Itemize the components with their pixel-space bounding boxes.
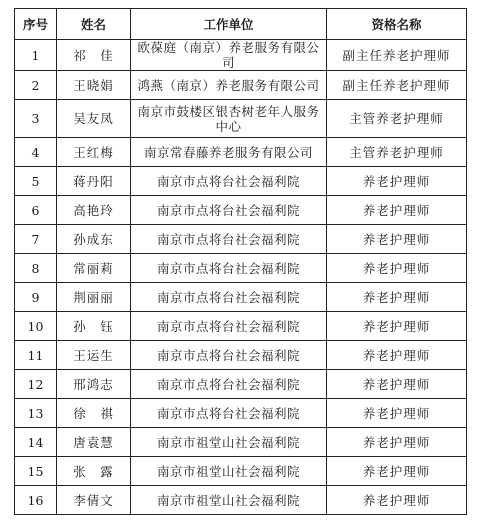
table-row bbox=[15, 138, 467, 167]
cell-qualification: 养老护理师 bbox=[327, 370, 467, 399]
cell-name: 常丽莉 bbox=[57, 254, 131, 283]
cell-unit: 南京市点将台社会福利院 bbox=[131, 341, 327, 370]
cell-qualification: 养老护理师 bbox=[327, 457, 467, 486]
table-row bbox=[15, 457, 467, 486]
cell-qualification: 养老护理师 bbox=[327, 167, 467, 196]
cell-name: 荆丽丽 bbox=[57, 283, 131, 312]
cell-no: 12 bbox=[15, 370, 57, 399]
cell-no: 4 bbox=[15, 138, 57, 167]
table-row bbox=[15, 312, 467, 341]
cell-name: 王红梅 bbox=[57, 138, 131, 167]
cell-unit: 南京市点将台社会福利院 bbox=[131, 399, 327, 428]
cell-unit: 南京常春藤养老服务有限公司 bbox=[131, 138, 327, 167]
cell-name: 徐 祺 bbox=[57, 399, 131, 428]
cell-no: 16 bbox=[15, 486, 57, 515]
cell-qualification: 养老护理师 bbox=[327, 254, 467, 283]
cell-no: 11 bbox=[15, 341, 57, 370]
cell-qualification: 副主任养老护理师 bbox=[327, 40, 467, 71]
cell-no: 15 bbox=[15, 457, 57, 486]
cell-unit: 南京市点将台社会福利院 bbox=[131, 167, 327, 196]
cell-no: 2 bbox=[15, 71, 57, 100]
cell-no: 10 bbox=[15, 312, 57, 341]
cell-unit: 南京市点将台社会福利院 bbox=[131, 312, 327, 341]
table-row bbox=[15, 341, 467, 370]
table-row bbox=[15, 370, 467, 399]
cell-qualification: 主管养老护理师 bbox=[327, 100, 467, 138]
cell-no: 3 bbox=[15, 100, 57, 138]
cell-qualification: 养老护理师 bbox=[327, 486, 467, 515]
cell-name: 张 露 bbox=[57, 457, 131, 486]
cell-unit: 南京市鼓楼区银杏树老年人服务中心 bbox=[131, 100, 327, 138]
cell-unit: 南京市点将台社会福利院 bbox=[131, 283, 327, 312]
cell-name: 李倩文 bbox=[57, 486, 131, 515]
table-body bbox=[15, 40, 467, 515]
cell-no: 8 bbox=[15, 254, 57, 283]
table-row bbox=[15, 225, 467, 254]
header-unit: 工作单位 bbox=[131, 9, 327, 40]
cell-no: 1 bbox=[15, 40, 57, 71]
cell-no: 14 bbox=[15, 428, 57, 457]
cell-qualification: 养老护理师 bbox=[327, 312, 467, 341]
table-row bbox=[15, 283, 467, 312]
cell-name: 孙 钰 bbox=[57, 312, 131, 341]
cell-name: 祁 佳 bbox=[57, 40, 131, 71]
table-header-row bbox=[15, 9, 467, 40]
cell-no: 6 bbox=[15, 196, 57, 225]
cell-no: 9 bbox=[15, 283, 57, 312]
cell-name: 蒋丹阳 bbox=[57, 167, 131, 196]
cell-unit: 鸿燕（南京）养老服务有限公司 bbox=[131, 71, 327, 100]
cell-no: 13 bbox=[15, 399, 57, 428]
cell-qualification: 养老护理师 bbox=[327, 341, 467, 370]
qualification-table bbox=[14, 8, 467, 515]
cell-unit: 南京市点将台社会福利院 bbox=[131, 196, 327, 225]
cell-no: 7 bbox=[15, 225, 57, 254]
cell-name: 邢鸿志 bbox=[57, 370, 131, 399]
table-row bbox=[15, 428, 467, 457]
cell-qualification: 养老护理师 bbox=[327, 283, 467, 312]
cell-unit: 南京市点将台社会福利院 bbox=[131, 225, 327, 254]
cell-qualification: 养老护理师 bbox=[327, 225, 467, 254]
cell-unit: 南京市点将台社会福利院 bbox=[131, 370, 327, 399]
cell-name: 王运生 bbox=[57, 341, 131, 370]
table-row bbox=[15, 100, 467, 138]
cell-qualification: 养老护理师 bbox=[327, 196, 467, 225]
cell-qualification: 主管养老护理师 bbox=[327, 138, 467, 167]
cell-qualification: 养老护理师 bbox=[327, 428, 467, 457]
cell-unit: 南京市祖堂山社会福利院 bbox=[131, 486, 327, 515]
cell-name: 唐袁慧 bbox=[57, 428, 131, 457]
cell-qualification: 副主任养老护理师 bbox=[327, 71, 467, 100]
cell-unit: 南京市祖堂山社会福利院 bbox=[131, 457, 327, 486]
table-row bbox=[15, 167, 467, 196]
cell-name: 高艳玲 bbox=[57, 196, 131, 225]
cell-name: 吴友凤 bbox=[57, 100, 131, 138]
cell-no: 5 bbox=[15, 167, 57, 196]
cell-unit: 欧葆庭（南京）养老服务有限公司 bbox=[131, 40, 327, 71]
header-name: 姓名 bbox=[57, 9, 131, 40]
cell-unit: 南京市点将台社会福利院 bbox=[131, 254, 327, 283]
cell-qualification: 养老护理师 bbox=[327, 399, 467, 428]
cell-name: 孙成东 bbox=[57, 225, 131, 254]
header-no: 序号 bbox=[15, 9, 57, 40]
document-page bbox=[14, 8, 466, 515]
table-row bbox=[15, 40, 467, 71]
table-row bbox=[15, 196, 467, 225]
cell-unit: 南京市祖堂山社会福利院 bbox=[131, 428, 327, 457]
header-qualification: 资格名称 bbox=[327, 9, 467, 40]
table-row bbox=[15, 399, 467, 428]
table-row bbox=[15, 71, 467, 100]
table-row bbox=[15, 254, 467, 283]
cell-name: 王晓娟 bbox=[57, 71, 131, 100]
table-row bbox=[15, 486, 467, 515]
